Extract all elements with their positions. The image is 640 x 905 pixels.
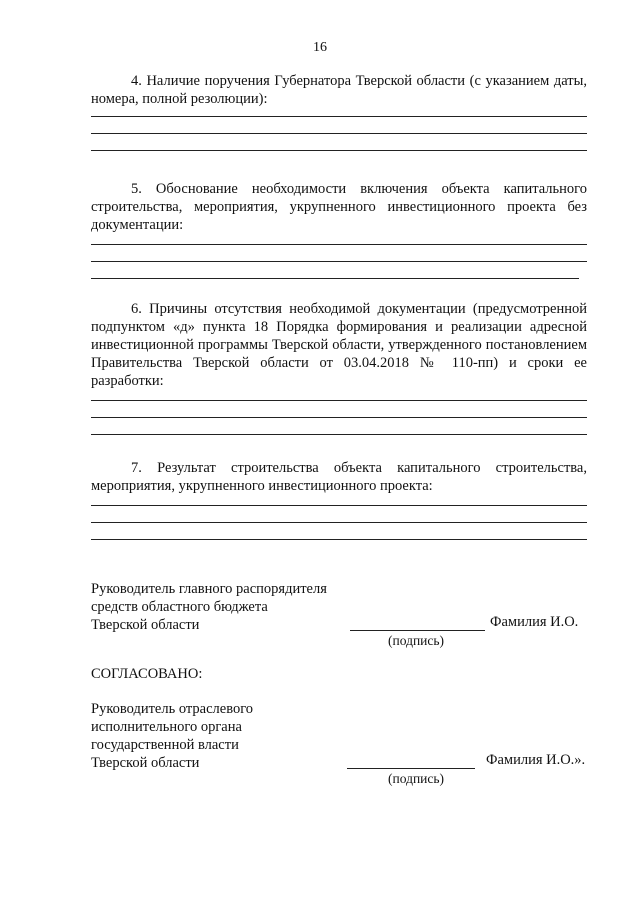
blank-line[interactable]	[91, 244, 587, 245]
blank-line[interactable]	[91, 400, 587, 401]
section-7	[91, 459, 587, 540]
signer-title-line: Тверской области	[91, 755, 200, 771]
signature-caption-2: (подпись)	[388, 771, 445, 786]
section-5-text: 5. Обоснование необходимости включения объекта капитального строительства, мероприятия, укрупненного инвестиционного проекта без документации:	[91, 181, 587, 233]
blank-line[interactable]	[91, 278, 579, 279]
section-6-text: 6. Причины отсутствия необходимой документации (предусмотренной подпунктом «д» пункта 18 Порядка формирования и реализации адресной инвестиционной программы Тверской области, утвержденного постановлением Правительства Тверской области от 03.04.2018 № 110-пп) и сроки ее разработки:	[91, 301, 587, 389]
signer-title-line: средств областного бюджета	[91, 599, 268, 615]
blank-line[interactable]	[91, 505, 587, 506]
section-7-text: 7. Результат строительства объекта капитального строительства, мероприятия, укрупненного инвестиционного проекта:	[91, 460, 587, 494]
signature-block-2	[91, 700, 253, 772]
page-number: 16	[313, 40, 327, 55]
signer-title-line: Руководитель отраслевого	[91, 701, 254, 717]
signer-name-2: Фамилия И.О.».	[486, 752, 586, 768]
section-4-text: 4. Наличие поручения Губернатора Тверской области (с указанием даты, номера, полной резолюции):	[91, 73, 587, 107]
signer-title-line: государственной власти	[91, 737, 239, 753]
blank-line[interactable]	[91, 116, 587, 117]
blank-line[interactable]	[91, 150, 587, 151]
signature-line-2[interactable]	[347, 768, 475, 769]
blank-line[interactable]	[91, 417, 587, 418]
signature-block-1	[91, 580, 327, 634]
signature-caption-1: (подпись)	[388, 633, 445, 648]
section-4	[91, 72, 587, 151]
signature-line-1[interactable]	[350, 630, 485, 631]
blank-line[interactable]	[91, 539, 587, 540]
section-5	[91, 180, 587, 279]
blank-line[interactable]	[91, 434, 587, 435]
signer-title-line: Руководитель главного распорядителя	[91, 581, 327, 597]
blank-line[interactable]	[91, 261, 587, 262]
signer-name-1: Фамилия И.О.	[490, 614, 579, 630]
approved-heading: СОГЛАСОВАНО:	[91, 666, 203, 682]
signer-title-line: Тверской области	[91, 617, 200, 633]
blank-line[interactable]	[91, 133, 587, 134]
blank-line[interactable]	[91, 522, 587, 523]
section-6	[91, 300, 587, 435]
signer-title-line: исполнительного органа	[91, 719, 242, 735]
